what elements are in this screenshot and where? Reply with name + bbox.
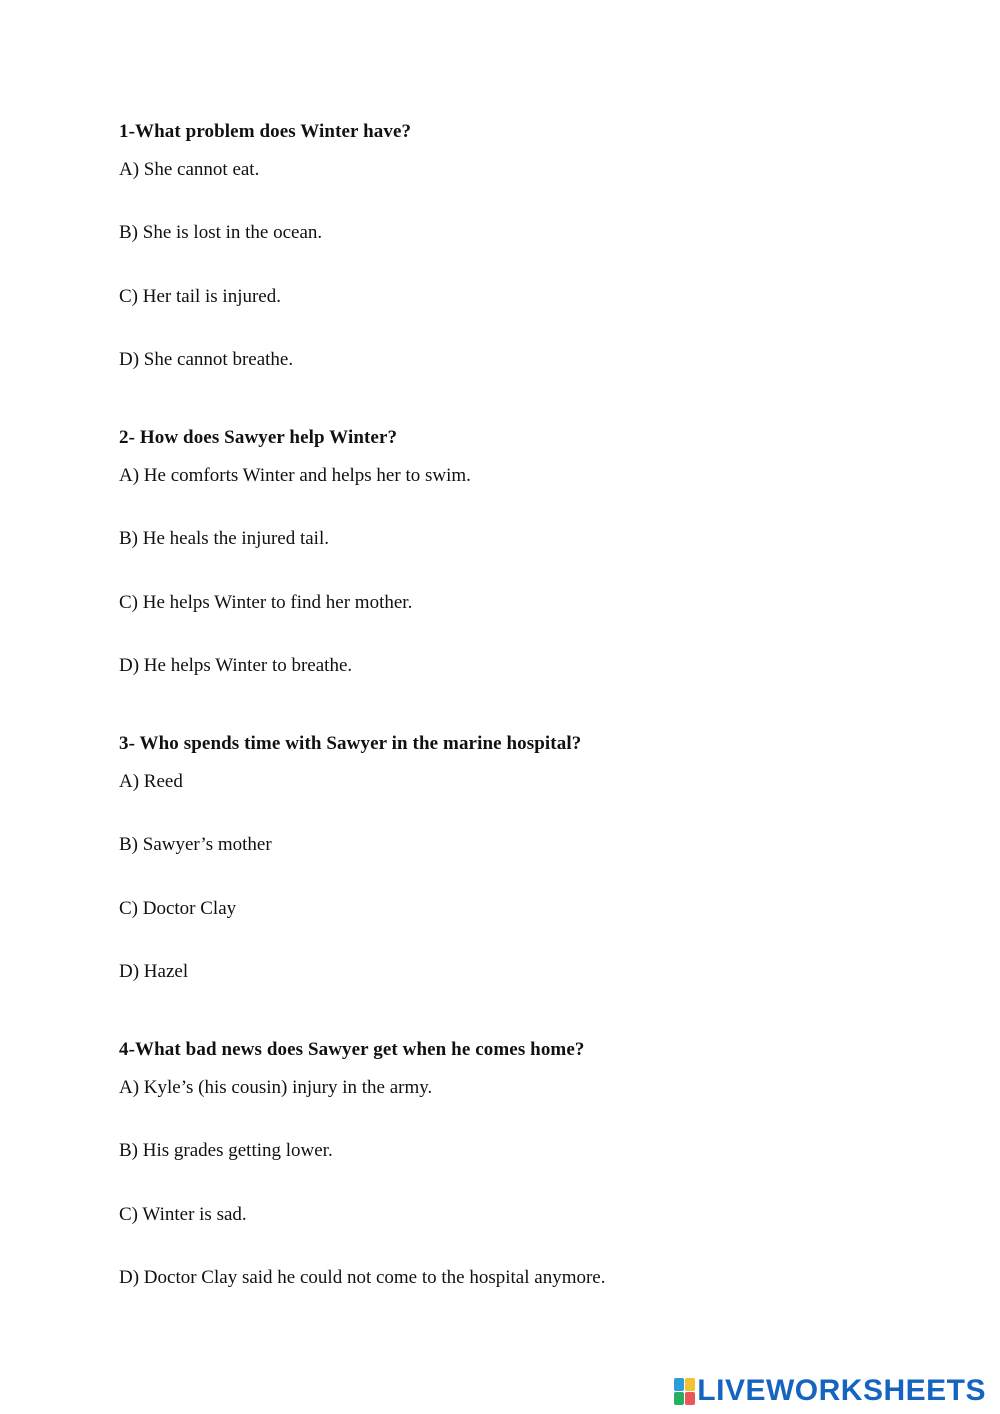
answer-option-b[interactable]: B) She is lost in the ocean. xyxy=(119,222,323,243)
question-title: 2- How does Sawyer help Winter? xyxy=(119,427,398,448)
logo-text: LIVEWORKSHEETS xyxy=(697,1374,986,1407)
question-3 xyxy=(119,732,939,982)
answer-option-c[interactable]: C) Her tail is injured. xyxy=(119,286,281,307)
question-2 xyxy=(119,426,939,676)
answer-option-d[interactable]: D) He helps Winter to breathe. xyxy=(119,655,353,676)
answer-option-a[interactable]: A) Kyle’s (his cousin) injury in the army. xyxy=(119,1077,433,1098)
answer-option-d[interactable]: D) She cannot breathe. xyxy=(119,349,294,370)
answer-option-b[interactable]: B) His grades getting lower. xyxy=(119,1140,333,1161)
question-title: 3- Who spends time with Sawyer in the marine hospital? xyxy=(119,733,582,754)
answer-option-c[interactable]: C) He helps Winter to find her mother. xyxy=(119,592,413,613)
answer-option-c[interactable]: C) Doctor Clay xyxy=(119,898,237,919)
answer-option-a[interactable]: A) Reed xyxy=(119,771,183,792)
answer-option-c[interactable]: C) Winter is sad. xyxy=(119,1204,247,1225)
question-title: 4-What bad news does Sawyer get when he comes home? xyxy=(119,1039,585,1060)
answer-option-b[interactable]: B) He heals the injured tail. xyxy=(119,528,329,549)
liveworksheets-logo xyxy=(674,1375,986,1407)
answer-option-d[interactable]: D) Doctor Clay said he could not come to the hospital anymore. xyxy=(119,1267,606,1288)
answer-option-d[interactable]: D) Hazel xyxy=(119,961,189,982)
answer-option-a[interactable]: A) She cannot eat. xyxy=(119,159,260,180)
answer-option-a[interactable]: A) He comforts Winter and helps her to swim. xyxy=(119,465,471,486)
question-title: 1-What problem does Winter have? xyxy=(119,121,412,142)
question-4 xyxy=(119,1038,939,1288)
answer-option-b[interactable]: B) Sawyer’s mother xyxy=(119,834,272,855)
liveworksheets-logo-icon xyxy=(674,1378,694,1404)
question-1 xyxy=(119,120,939,370)
